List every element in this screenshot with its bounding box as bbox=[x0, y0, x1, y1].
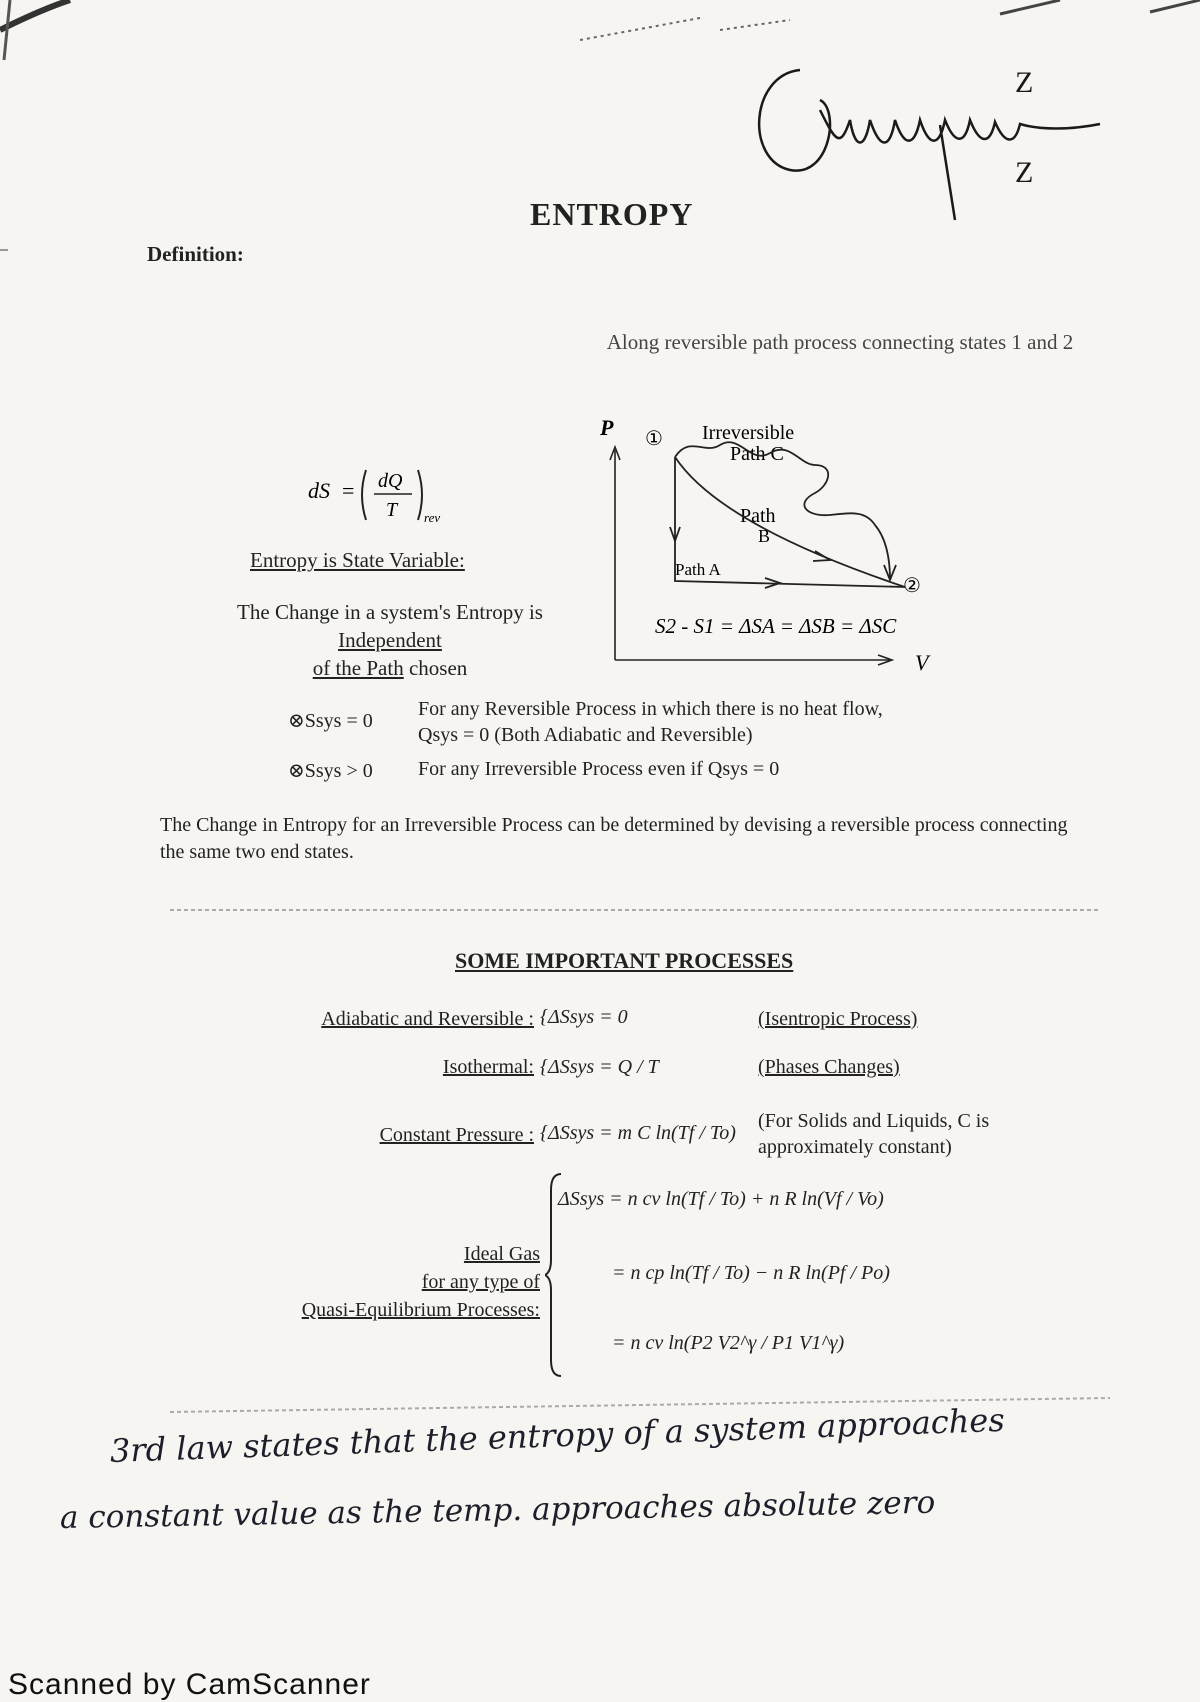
constant-pressure-note: (For Solids and Liquids, C is approximately constant) bbox=[758, 1110, 990, 1158]
definition-note: Along reversible path process connecting states 1 and 2 bbox=[606, 330, 1074, 354]
ideal-gas-formula-1: ΔSsys = n cv ln(Tf / To) + n R ln(Vf / Vo) bbox=[558, 1188, 884, 1210]
state-variable-line-1: The Change in a system's Entropy is bbox=[237, 600, 543, 624]
condition-2-text: For any Irreversible Process even if Qsys = 0 bbox=[418, 758, 780, 780]
page-title: ENTROPY bbox=[530, 196, 694, 232]
path-a-label: Path A bbox=[675, 560, 721, 579]
adiabatic-note: (Isentropic Process) bbox=[758, 1008, 918, 1030]
pv-diagram bbox=[590, 415, 940, 685]
entropy-definition-formula bbox=[300, 460, 470, 530]
state-variable-line-3-path: of the Path bbox=[312, 656, 404, 680]
ideal-gas-label-3: Quasi-Equilibrium Processes: bbox=[301, 1299, 540, 1321]
condition-2-symbol: ⊗Ssys > 0 bbox=[288, 760, 373, 782]
constant-pressure-label: Constant Pressure : bbox=[379, 1124, 534, 1146]
path-c-label: Path C bbox=[730, 443, 784, 465]
scanner-watermark: Scanned by CamScanner bbox=[8, 1668, 371, 1701]
isothermal-label: Isothermal: bbox=[442, 1056, 534, 1078]
signature-mark-2: Z bbox=[1015, 156, 1034, 189]
definition-label: Definition: bbox=[147, 242, 244, 266]
path-equation: S2 - S1 = ΔSA = ΔSB = ΔSC bbox=[655, 614, 897, 638]
ideal-gas-label bbox=[302, 1240, 540, 1324]
svg-text:=: = bbox=[342, 478, 355, 503]
condition-1-text-1: For any Reversible Process in which there is no heat flow, bbox=[418, 698, 883, 720]
irreversible-label: Irreversible bbox=[702, 422, 795, 444]
svg-text:dS: dS bbox=[308, 478, 330, 503]
v-axis-label: V bbox=[915, 650, 929, 675]
svg-text:rev: rev bbox=[424, 510, 441, 525]
condition-1-text-2: Qsys = 0 (Both Adiabatic and Reversible) bbox=[418, 724, 753, 746]
adiabatic-label: Adiabatic and Reversible : bbox=[321, 1008, 534, 1030]
state-2-marker: ② bbox=[903, 575, 921, 597]
svg-text:dQ: dQ bbox=[378, 470, 403, 492]
p-axis-label: P bbox=[600, 415, 614, 440]
signature-mark-1: Z bbox=[1015, 66, 1034, 99]
state-1-marker: ① bbox=[645, 428, 663, 450]
processes-heading: SOME IMPORTANT PROCESSES bbox=[455, 948, 794, 973]
ideal-gas-formula-2: = n cp ln(Tf / To) − n R ln(Pf / Po) bbox=[612, 1262, 890, 1284]
state-variable-heading: Entropy is State Variable: bbox=[250, 548, 465, 572]
constant-pressure-formula: {ΔSsys = m C ln(Tf / To) bbox=[540, 1122, 736, 1144]
irreversible-note: The Change in Entropy for an Irreversible Process can be determined by devising a reversible process connecting the same two end states. bbox=[160, 814, 1068, 863]
path-b-label-2: B bbox=[758, 526, 771, 546]
ideal-gas-label-1: Ideal Gas bbox=[463, 1243, 540, 1265]
isothermal-formula: {ΔSsys = Q / T bbox=[540, 1056, 659, 1078]
state-variable-line-3-rest: chosen bbox=[403, 656, 468, 680]
handwritten-note-line-2: a constant value as the temp. approaches absolute zero bbox=[59, 1484, 936, 1536]
ideal-gas-formula-3: = n cv ln(P2 V2^γ / P1 V1^γ) bbox=[612, 1332, 845, 1354]
handwritten-note-line-1: 3rd law states that the entropy of a system approaches bbox=[109, 1400, 1006, 1470]
state-variable-line-3 bbox=[190, 654, 590, 682]
isothermal-note: (Phases Changes) bbox=[758, 1056, 900, 1078]
path-b-label-1: Path bbox=[740, 505, 776, 527]
svg-text:T: T bbox=[386, 499, 398, 521]
ideal-gas-label-2: for any type of bbox=[421, 1271, 540, 1293]
state-variable-line-2: Independent bbox=[338, 628, 442, 652]
adiabatic-formula: {ΔSsys = 0 bbox=[540, 1006, 628, 1028]
signature bbox=[740, 50, 1140, 230]
state-variable-text bbox=[190, 598, 590, 682]
condition-1-symbol: ⊗Ssys = 0 bbox=[288, 710, 373, 732]
